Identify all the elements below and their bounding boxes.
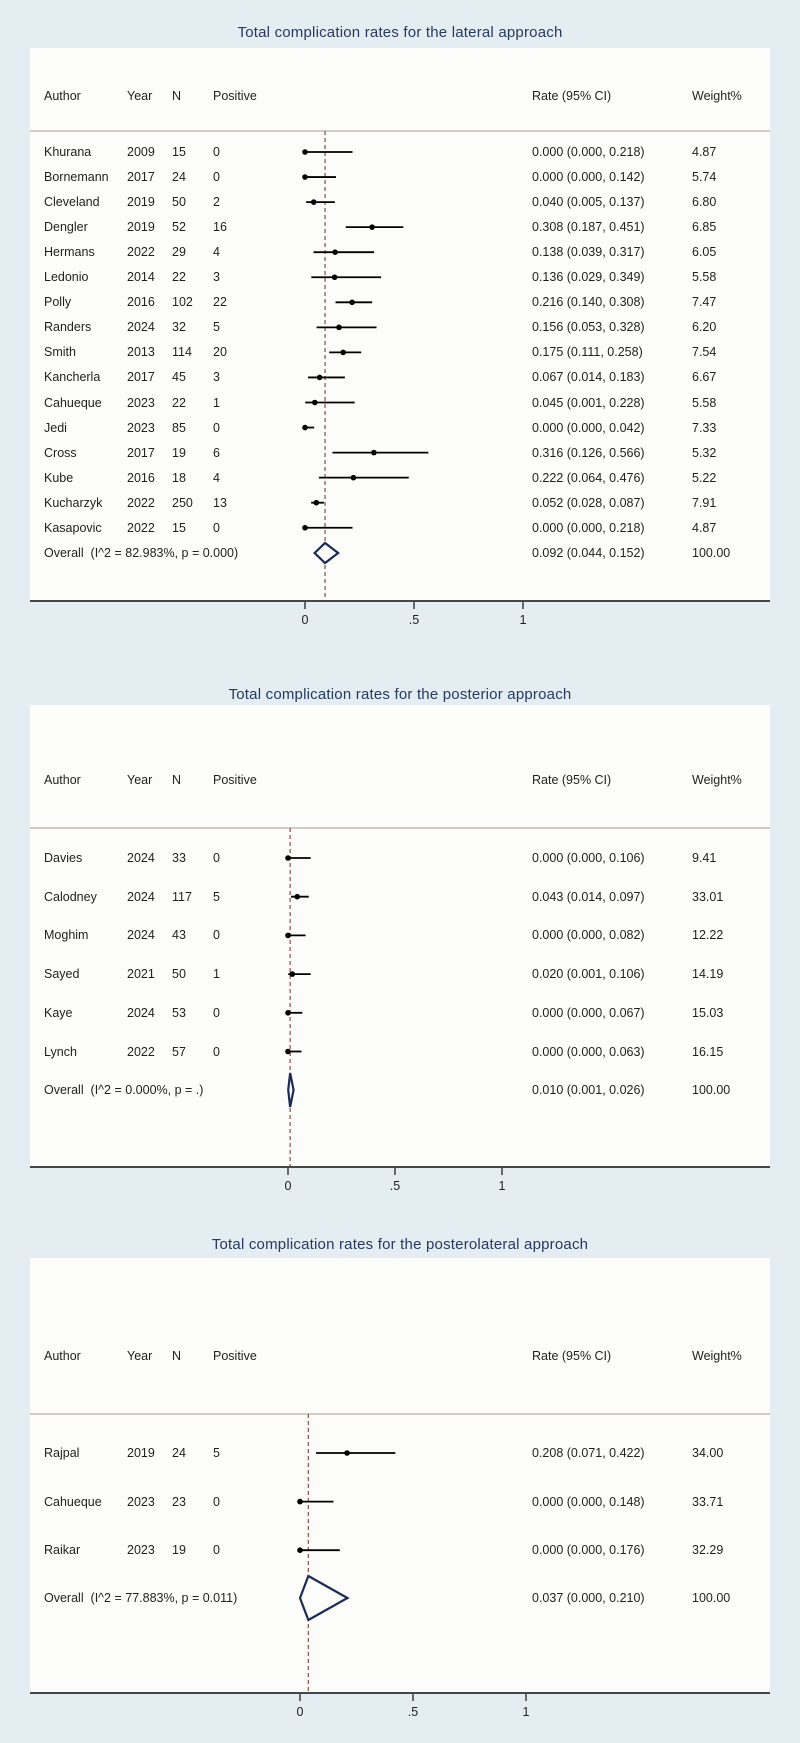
study-author: Raikar xyxy=(44,1543,81,1558)
study-rate-ci: 0.222 (0.064, 0.476) xyxy=(532,470,645,485)
study-n: 102 xyxy=(172,295,193,310)
study-positive: 0 xyxy=(213,928,220,943)
point-estimate-marker xyxy=(285,855,291,861)
study-author: Sayed xyxy=(44,967,80,982)
study-n: 50 xyxy=(172,195,186,210)
axis-tick-label: .5 xyxy=(407,1705,419,1719)
study-author: Cahueque xyxy=(44,395,102,410)
point-estimate-marker xyxy=(294,894,300,900)
study-n: 19 xyxy=(172,445,186,460)
study-author: Ledonio xyxy=(44,270,89,285)
study-rate-ci: 0.216 (0.140, 0.308) xyxy=(532,295,645,310)
study-rate-ci: 0.000 (0.000, 0.218) xyxy=(532,145,645,159)
col-header-positive: Positive xyxy=(213,1349,257,1363)
study-rate-ci: 0.000 (0.000, 0.063) xyxy=(532,1044,645,1059)
panel-title: Total complication rates for the lateral approach xyxy=(237,24,563,41)
col-header-year: Year xyxy=(127,89,153,103)
study-year: 2024 xyxy=(127,928,155,943)
study-year: 2017 xyxy=(127,445,155,460)
study-weight: 7.91 xyxy=(692,495,717,510)
study-year: 2021 xyxy=(127,967,155,982)
axis-tick-label: 1 xyxy=(522,1705,530,1719)
study-positive: 5 xyxy=(213,889,220,904)
study-rate-ci: 0.156 (0.053, 0.328) xyxy=(532,320,645,335)
axis-tick-label: .5 xyxy=(389,1179,401,1193)
study-year: 2022 xyxy=(127,1044,155,1059)
study-year: 2019 xyxy=(127,220,155,235)
study-positive: 0 xyxy=(213,851,220,865)
col-header-weight: Weight% xyxy=(692,1349,742,1363)
study-positive: 13 xyxy=(213,495,227,510)
col-header-rate: Rate (95% CI) xyxy=(532,1349,612,1363)
study-author: Moghim xyxy=(44,928,89,943)
study-author: Randers xyxy=(44,320,92,335)
study-year: 2024 xyxy=(127,1005,155,1020)
study-positive: 0 xyxy=(213,1543,220,1558)
study-author: Polly xyxy=(44,295,72,310)
axis-tick-label: 0 xyxy=(301,613,309,627)
overall-rate-ci: 0.010 (0.001, 0.026) xyxy=(532,1083,645,1097)
study-n: 15 xyxy=(172,145,186,159)
col-header-author: Author xyxy=(44,89,81,103)
point-estimate-marker xyxy=(317,375,323,381)
study-author: Rajpal xyxy=(44,1446,80,1460)
study-weight: 5.58 xyxy=(692,395,717,410)
study-weight: 4.87 xyxy=(692,145,717,159)
study-n: 45 xyxy=(172,370,186,385)
study-year: 2024 xyxy=(127,851,155,865)
study-rate-ci: 0.000 (0.000, 0.082) xyxy=(532,928,645,943)
study-author: Kancherla xyxy=(44,370,101,385)
study-year: 2014 xyxy=(127,270,155,285)
panel-title: Total complication rates for the posterolateral approach xyxy=(211,1236,589,1253)
study-year: 2009 xyxy=(127,145,155,159)
point-estimate-marker xyxy=(314,500,320,506)
study-n: 57 xyxy=(172,1044,186,1059)
study-n: 114 xyxy=(172,345,192,360)
study-n: 22 xyxy=(172,270,186,285)
study-year: 2016 xyxy=(127,295,155,310)
study-year: 2023 xyxy=(127,1494,155,1509)
study-n: 43 xyxy=(172,928,186,943)
point-estimate-marker xyxy=(340,350,346,356)
study-rate-ci: 0.052 (0.028, 0.087) xyxy=(532,495,645,510)
study-positive: 16 xyxy=(213,220,227,235)
study-year: 2023 xyxy=(127,1543,155,1558)
study-positive: 22 xyxy=(213,295,227,310)
col-header-positive: Positive xyxy=(213,773,257,787)
study-positive: 5 xyxy=(213,1446,220,1460)
point-estimate-marker xyxy=(371,450,377,456)
col-header-rate: Rate (95% CI) xyxy=(532,773,612,787)
study-weight: 14.19 xyxy=(692,967,724,982)
study-n: 24 xyxy=(172,1446,186,1460)
study-rate-ci: 0.000 (0.000, 0.067) xyxy=(532,1005,645,1020)
study-author: Khurana xyxy=(44,145,92,159)
col-header-author: Author xyxy=(44,773,81,787)
point-estimate-marker xyxy=(302,149,308,155)
study-year: 2024 xyxy=(127,889,155,904)
study-author: Davies xyxy=(44,851,83,865)
point-estimate-marker xyxy=(302,525,308,531)
study-year: 2024 xyxy=(127,320,155,335)
study-year: 2017 xyxy=(127,170,155,185)
study-positive: 20 xyxy=(213,345,227,360)
point-estimate-marker xyxy=(336,325,342,331)
study-year: 2013 xyxy=(127,345,155,360)
study-n: 33 xyxy=(172,851,186,865)
study-n: 52 xyxy=(172,220,186,235)
col-header-rate: Rate (95% CI) xyxy=(532,89,612,103)
study-positive: 4 xyxy=(213,245,220,260)
study-weight: 12.22 xyxy=(692,928,724,943)
point-estimate-marker xyxy=(285,1010,291,1016)
point-estimate-marker xyxy=(349,300,355,306)
point-estimate-marker xyxy=(285,1049,291,1055)
study-positive: 1 xyxy=(213,967,220,982)
overall-weight: 100.00 xyxy=(692,1591,731,1605)
study-rate-ci: 0.045 (0.001, 0.228) xyxy=(532,395,645,410)
study-author: Hermans xyxy=(44,245,95,260)
study-rate-ci: 0.000 (0.000, 0.142) xyxy=(532,170,645,185)
study-weight: 7.33 xyxy=(692,420,717,435)
study-author: Smith xyxy=(44,345,76,360)
study-positive: 6 xyxy=(213,445,220,460)
overall-rate-ci: 0.037 (0.000, 0.210) xyxy=(532,1591,645,1605)
study-year: 2022 xyxy=(127,495,155,510)
overall-label: Overall (I^2 = 82.983%, p = 0.000) xyxy=(44,546,239,560)
study-rate-ci: 0.136 (0.029, 0.349) xyxy=(532,270,645,285)
plot-area xyxy=(30,48,770,602)
study-weight: 4.87 xyxy=(692,520,717,535)
study-author: Kaye xyxy=(44,1005,73,1020)
col-header-n: N xyxy=(172,89,182,103)
study-weight: 16.15 xyxy=(692,1044,724,1059)
study-rate-ci: 0.000 (0.000, 0.042) xyxy=(532,420,645,435)
study-weight: 34.00 xyxy=(692,1446,724,1460)
col-header-weight: Weight% xyxy=(692,89,742,103)
point-estimate-marker xyxy=(297,1499,303,1505)
study-weight: 32.29 xyxy=(692,1543,724,1558)
study-rate-ci: 0.175 (0.111, 0.258) xyxy=(532,345,643,360)
point-estimate-marker xyxy=(302,174,308,180)
study-n: 250 xyxy=(172,495,193,510)
axis-tick-label: 0 xyxy=(284,1179,292,1193)
study-weight: 6.85 xyxy=(692,220,717,235)
study-author: Bornemann xyxy=(44,170,109,185)
point-estimate-marker xyxy=(332,274,338,280)
point-estimate-marker xyxy=(302,425,308,431)
col-header-positive: Positive xyxy=(213,89,257,103)
overall-weight: 100.00 xyxy=(692,1083,731,1097)
study-n: 24 xyxy=(172,170,186,185)
point-estimate-marker xyxy=(289,971,295,977)
study-weight: 6.05 xyxy=(692,245,717,260)
overall-label: Overall (I^2 = 77.883%, p = 0.011) xyxy=(44,1591,238,1605)
study-rate-ci: 0.316 (0.126, 0.566) xyxy=(532,445,645,460)
study-weight: 6.67 xyxy=(692,370,717,385)
study-author: Cleveland xyxy=(44,195,100,210)
study-rate-ci: 0.000 (0.000, 0.176) xyxy=(532,1543,645,1558)
study-positive: 5 xyxy=(213,320,220,335)
point-estimate-marker xyxy=(311,199,317,205)
study-positive: 0 xyxy=(213,520,220,535)
study-weight: 5.32 xyxy=(692,445,717,460)
study-author: Kube xyxy=(44,470,74,485)
study-year: 2017 xyxy=(127,370,155,385)
study-year: 2022 xyxy=(127,245,155,260)
study-author: Cahueque xyxy=(44,1494,102,1509)
point-estimate-marker xyxy=(332,249,338,255)
col-header-n: N xyxy=(172,773,182,787)
study-year: 2023 xyxy=(127,420,155,435)
study-author: Calodney xyxy=(44,889,97,904)
study-rate-ci: 0.000 (0.000, 0.148) xyxy=(532,1494,645,1509)
point-estimate-marker xyxy=(351,475,357,481)
forest-plot-canvas xyxy=(30,1258,770,1706)
overall-diamond xyxy=(288,1073,293,1107)
study-year: 2019 xyxy=(127,1446,155,1460)
study-year: 2023 xyxy=(127,395,155,410)
study-n: 18 xyxy=(172,470,186,485)
overall-diamond xyxy=(315,543,339,563)
study-rate-ci: 0.138 (0.039, 0.317) xyxy=(532,245,645,260)
study-year: 2016 xyxy=(127,470,155,485)
study-weight: 7.47 xyxy=(692,295,717,310)
plot-area xyxy=(30,705,770,1168)
study-rate-ci: 0.000 (0.000, 0.106) xyxy=(532,851,645,865)
study-weight: 5.74 xyxy=(692,170,717,185)
col-header-weight: Weight% xyxy=(692,773,742,787)
study-author: Kasapovic xyxy=(44,520,102,535)
study-positive: 0 xyxy=(213,170,220,185)
study-weight: 6.80 xyxy=(692,195,717,210)
study-positive: 0 xyxy=(213,1044,220,1059)
study-year: 2019 xyxy=(127,195,155,210)
study-rate-ci: 0.040 (0.005, 0.137) xyxy=(532,195,645,210)
axis-tick-label: 1 xyxy=(498,1179,506,1193)
study-weight: 5.22 xyxy=(692,470,717,485)
study-weight: 6.20 xyxy=(692,320,717,335)
point-estimate-marker xyxy=(369,224,375,230)
point-estimate-marker xyxy=(344,1450,350,1456)
point-estimate-marker xyxy=(312,400,318,406)
study-rate-ci: 0.308 (0.187, 0.451) xyxy=(532,220,645,235)
overall-diamond xyxy=(300,1576,347,1620)
study-rate-ci: 0.208 (0.071, 0.422) xyxy=(532,1446,645,1460)
plot-area xyxy=(30,1258,770,1694)
overall-rate-ci: 0.092 (0.044, 0.152) xyxy=(532,546,645,560)
study-author: Kucharzyk xyxy=(44,495,103,510)
study-rate-ci: 0.000 (0.000, 0.218) xyxy=(532,520,645,535)
study-positive: 3 xyxy=(213,270,220,285)
study-n: 19 xyxy=(172,1543,186,1558)
panel-title: Total complication rates for the posterior approach xyxy=(228,686,572,703)
study-weight: 33.01 xyxy=(692,889,724,904)
study-n: 32 xyxy=(172,320,186,335)
point-estimate-marker xyxy=(285,933,291,939)
axis-tick-label: 1 xyxy=(519,613,527,627)
study-n: 53 xyxy=(172,1005,186,1020)
col-header-author: Author xyxy=(44,1349,81,1363)
study-positive: 0 xyxy=(213,145,220,159)
overall-weight: 100.00 xyxy=(692,546,731,560)
axis-tick-label: .5 xyxy=(408,613,420,627)
study-rate-ci: 0.067 (0.014, 0.183) xyxy=(532,370,645,385)
study-weight: 5.58 xyxy=(692,270,717,285)
study-n: 85 xyxy=(172,420,186,435)
study-weight: 33.71 xyxy=(692,1494,724,1509)
study-positive: 0 xyxy=(213,420,220,435)
study-positive: 3 xyxy=(213,370,220,385)
study-year: 2022 xyxy=(127,520,155,535)
study-rate-ci: 0.020 (0.001, 0.106) xyxy=(532,967,645,982)
study-n: 29 xyxy=(172,245,186,260)
study-positive: 1 xyxy=(213,395,220,410)
overall-label: Overall (I^2 = 0.000%, p = .) xyxy=(44,1083,204,1097)
study-rate-ci: 0.043 (0.014, 0.097) xyxy=(532,889,645,904)
study-positive: 2 xyxy=(213,195,220,210)
col-header-year: Year xyxy=(127,1349,153,1363)
study-author: Lynch xyxy=(44,1044,77,1059)
study-n: 50 xyxy=(172,967,186,982)
study-author: Cross xyxy=(44,445,77,460)
study-author: Dengler xyxy=(44,220,88,235)
point-estimate-marker xyxy=(297,1547,303,1553)
study-positive: 0 xyxy=(213,1005,220,1020)
study-n: 23 xyxy=(172,1494,186,1509)
col-header-year: Year xyxy=(127,773,153,787)
study-author: Jedi xyxy=(44,420,67,435)
col-header-n: N xyxy=(172,1349,182,1363)
study-n: 15 xyxy=(172,520,186,535)
study-n: 117 xyxy=(172,889,192,904)
axis-tick-label: 0 xyxy=(296,1705,304,1719)
study-positive: 4 xyxy=(213,470,220,485)
study-weight: 7.54 xyxy=(692,345,717,360)
study-weight: 9.41 xyxy=(692,851,717,865)
study-weight: 15.03 xyxy=(692,1005,724,1020)
study-positive: 0 xyxy=(213,1494,220,1509)
study-n: 22 xyxy=(172,395,186,410)
